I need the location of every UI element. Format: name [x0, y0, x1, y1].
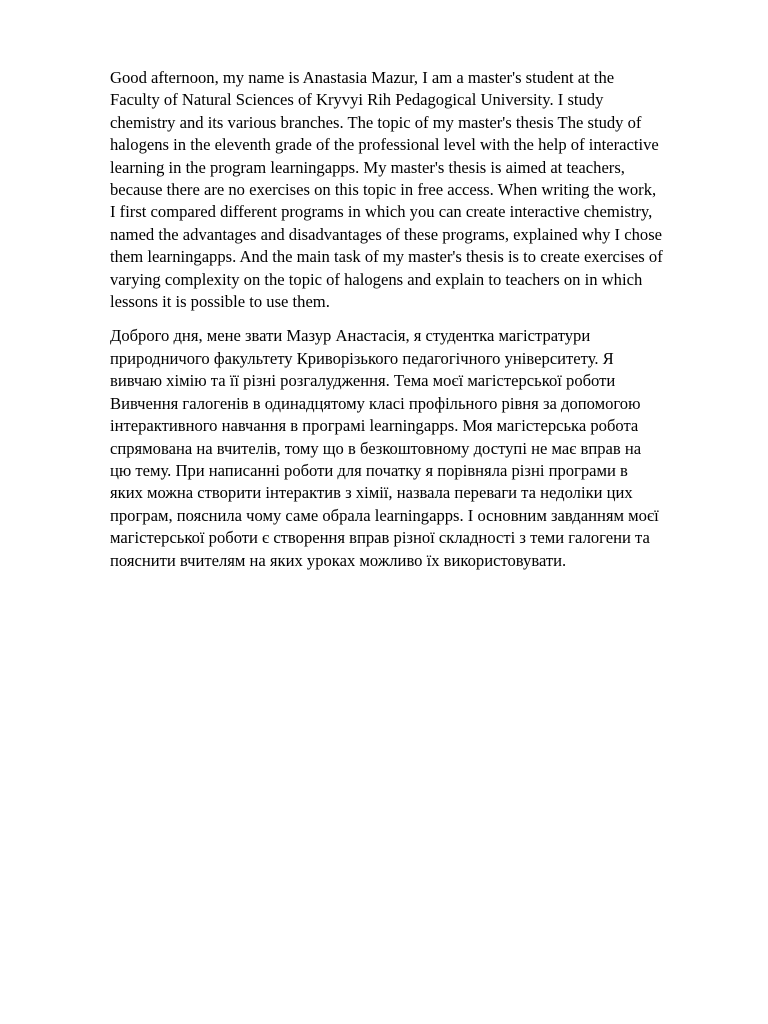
text-line: Доброго дня, мене звати Мазур Анастасія, я студентка магістратури: [110, 326, 591, 346]
text-line: lessons it is possible to use them.: [110, 292, 330, 312]
paragraph-english: [110, 67, 716, 313]
text-line: магістерської роботи є створення вправ різної складності з теми галогени та: [110, 528, 650, 548]
document-body: [110, 67, 716, 572]
text-line: learning in the program learningapps. My master's thesis is aimed at teachers,: [110, 157, 625, 177]
paragraph-ukrainian: [110, 325, 716, 571]
text-line: програм, пояснила чому саме обрала learningapps. І основним завданням моєї: [110, 505, 659, 525]
text-line: вивчаю хімію та її різні розгалудження. Тема моєї магістерської роботи: [110, 371, 616, 391]
text-line: I first compared different programs in which you can create interactive chemistry,: [110, 202, 653, 222]
text-line: chemistry and its various branches. The topic of my master's thesis The study of: [110, 112, 642, 132]
text-line: Faculty of Natural Sciences of Kryvyi Rih Pedagogical University. I study: [110, 90, 604, 110]
text-line: Вивчення галогенів в одинадцятому класі профільного рівня за допомогою: [110, 393, 641, 413]
text-line: інтерактивного навчання в програмі learningapps. Моя магістерська робота: [110, 416, 639, 436]
text-line: varying complexity on the topic of halogens and explain to teachers on in which: [110, 269, 643, 289]
text-line: halogens in the eleventh grade of the professional level with the help of interactive: [110, 135, 659, 155]
text-line: яких можна створити інтерактив з хімії, назвала переваги та недоліки цих: [110, 483, 633, 503]
text-line: them learningapps. And the main task of my master's thesis is to create exercises of: [110, 247, 663, 267]
text-line: спрямована на вчителів, тому що в безкоштовному доступі не має вправ на: [110, 438, 642, 458]
text-line: named the advantages and disadvantages of these programs, explained why I chose: [110, 224, 663, 244]
text-line: Good afternoon, my name is Anastasia Mazur, I am a master's student at the: [110, 68, 615, 87]
text-line: пояснити вчителям на яких уроках можливо їх використовувати.: [110, 550, 567, 570]
text-line: because there are no exercises on this topic in free access. When writing the work,: [110, 180, 657, 200]
text-line: цю тему. При написанні роботи для початку я порівняла різні програми в: [110, 460, 628, 480]
text-line: природничого факультету Криворізького педагогічного університету. Я: [110, 348, 614, 368]
